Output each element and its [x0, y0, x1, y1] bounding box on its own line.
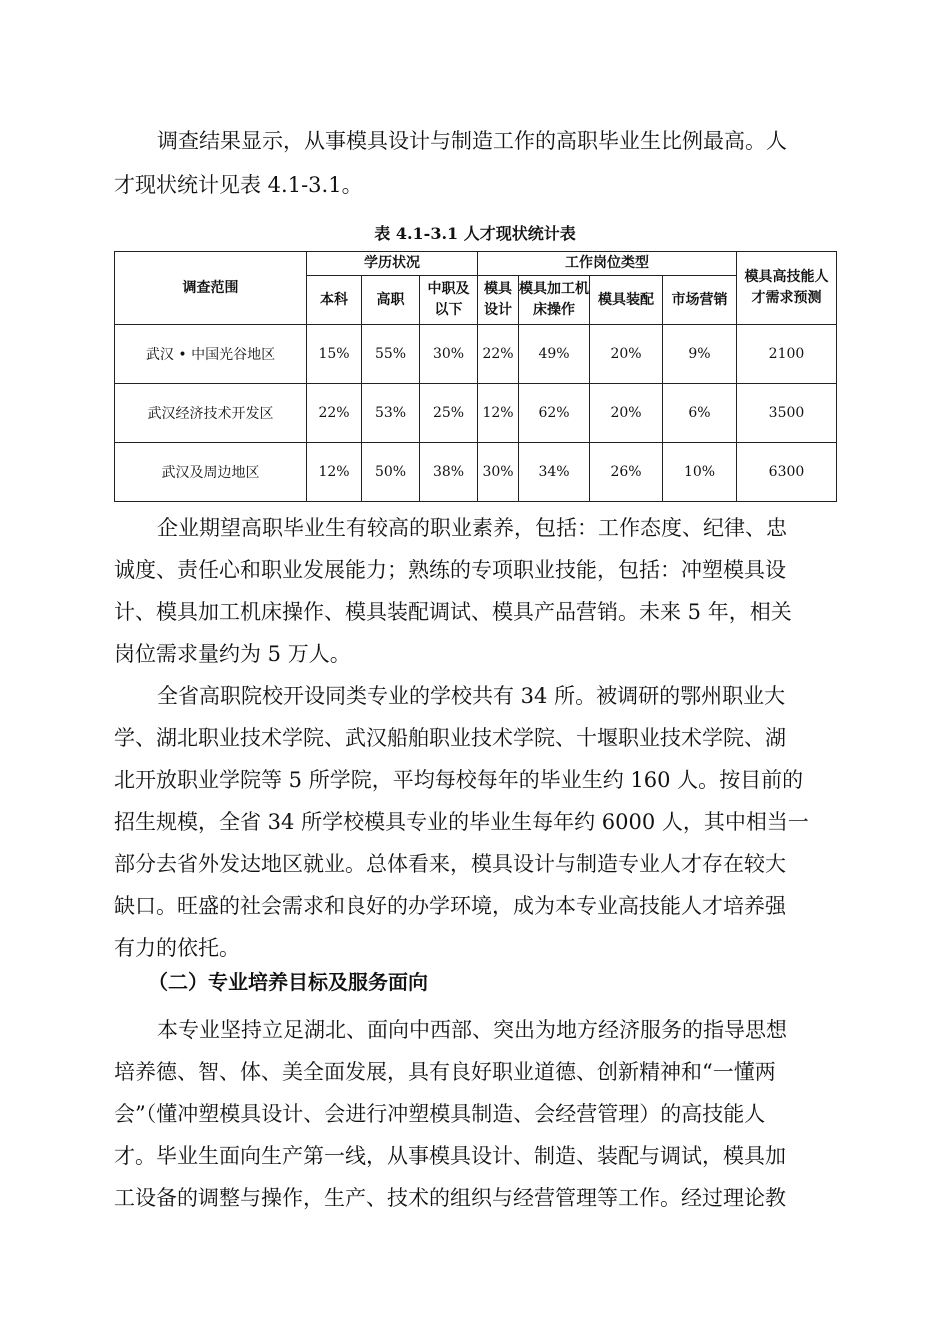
cell-marketing: 9%: [663, 325, 737, 384]
cell-forecast: 3500: [737, 384, 837, 443]
cell-machining: 62%: [519, 384, 590, 443]
header-bachelor: 本科: [307, 276, 362, 325]
paragraph-line: 才。毕业生面向生产第一线，从事模具设计、制造、装配与调试，模具加: [114, 1144, 786, 1168]
table-row: [115, 384, 837, 443]
header-design: 模具设计: [478, 276, 519, 325]
section-heading: （二）专业培养目标及服务面向: [148, 970, 428, 994]
cell-bachelor: 15%: [307, 325, 362, 384]
paragraph-line: 诚度、责任心和职业发展能力；熟练的专项职业技能，包括：冲塑模具设: [114, 558, 786, 582]
cell-machining: 49%: [519, 325, 590, 384]
cell-forecast: 2100: [737, 325, 837, 384]
cell-forecast: 6300: [737, 443, 837, 502]
paragraph-line: 有力的依托。: [114, 936, 240, 960]
paragraph-line: 北开放职业学院等 5 所学院，平均每校每年的毕业生约 160 人。按目前的: [114, 768, 804, 792]
cell-assembly: 26%: [590, 443, 663, 502]
header-positions: 工作岗位类型: [478, 252, 737, 276]
cell-scope: 武汉经济技术开发区: [115, 384, 307, 443]
paragraph-line: 本专业坚持立足湖北、面向中西部、突出为地方经济服务的指导思想: [157, 1018, 787, 1042]
cell-assembly: 20%: [590, 325, 663, 384]
cell-design: 22%: [478, 325, 519, 384]
paragraph-line: 培养德、智、体、美全面发展，具有良好职业道德、创新精神和“一懂两: [114, 1060, 776, 1084]
cell-design: 12%: [478, 384, 519, 443]
header-vocational: 高职: [362, 276, 420, 325]
paragraph-line: 全省高职院校开设同类专业的学校共有 34 所。被调研的鄂州职业大: [157, 684, 786, 708]
paragraph-line: 会”（懂冲塑模具设计、会进行冲塑模具制造、会经营管理）的高技能人: [114, 1102, 766, 1126]
paragraph-line: 工设备的调整与操作，生产、技术的组织与经营管理等工作。经过理论教: [114, 1186, 786, 1210]
cell-marketing: 6%: [663, 384, 737, 443]
cell-assembly: 20%: [590, 384, 663, 443]
header-machining: 模具加工机床操作: [519, 276, 590, 325]
header-marketing: 市场营销: [663, 276, 737, 325]
paragraph-line: 企业期望高职毕业生有较高的职业素养，包括：工作态度、纪律、忠: [157, 516, 787, 540]
table-row: [115, 325, 837, 384]
header-education: 学历状况: [307, 252, 478, 276]
intro-line-2: 才现状统计见表 4.1-3.1。: [114, 173, 363, 197]
paragraph-line: 缺口。旺盛的社会需求和良好的办学环境，成为本专业高技能人才培养强: [114, 894, 786, 918]
cell-machining: 34%: [519, 443, 590, 502]
table-caption: 表 4.1-3.1 人才现状统计表: [374, 224, 576, 243]
cell-secondary: 30%: [420, 325, 478, 384]
cell-marketing: 10%: [663, 443, 737, 502]
cell-vocational: 55%: [362, 325, 420, 384]
talent-stats-table: [114, 251, 837, 502]
cell-vocational: 50%: [362, 443, 420, 502]
cell-design: 30%: [478, 443, 519, 502]
intro-line-1: 调查结果显示，从事模具设计与制造工作的高职毕业生比例最高。人: [157, 129, 787, 153]
cell-scope: 武汉 • 中国光谷地区: [115, 325, 307, 384]
cell-scope: 武汉及周边地区: [115, 443, 307, 502]
header-scope: 调查范围: [115, 252, 307, 325]
header-forecast: 模具高技能人才需求预测: [737, 252, 837, 325]
header-assembly: 模具装配: [590, 276, 663, 325]
cell-vocational: 53%: [362, 384, 420, 443]
header-secondary: 中职及以下: [420, 276, 478, 325]
cell-bachelor: 22%: [307, 384, 362, 443]
table-row: [115, 443, 837, 502]
cell-secondary: 38%: [420, 443, 478, 502]
paragraph-line: 计、模具加工机床操作、模具装配调试、模具产品营销。未来 5 年，相关: [114, 600, 792, 624]
paragraph-line: 学、湖北职业技术学院、武汉船舶职业技术学院、十堰职业技术学院、湖: [114, 726, 786, 750]
paragraph-line: 招生规模，全省 34 所学校模具专业的毕业生每年约 6000 人，其中相当一: [114, 810, 809, 834]
cell-secondary: 25%: [420, 384, 478, 443]
paragraph-line: 岗位需求量约为 5 万人。: [114, 642, 351, 666]
cell-bachelor: 12%: [307, 443, 362, 502]
paragraph-line: 部分去省外发达地区就业。总体看来，模具设计与制造专业人才存在较大: [114, 852, 786, 876]
